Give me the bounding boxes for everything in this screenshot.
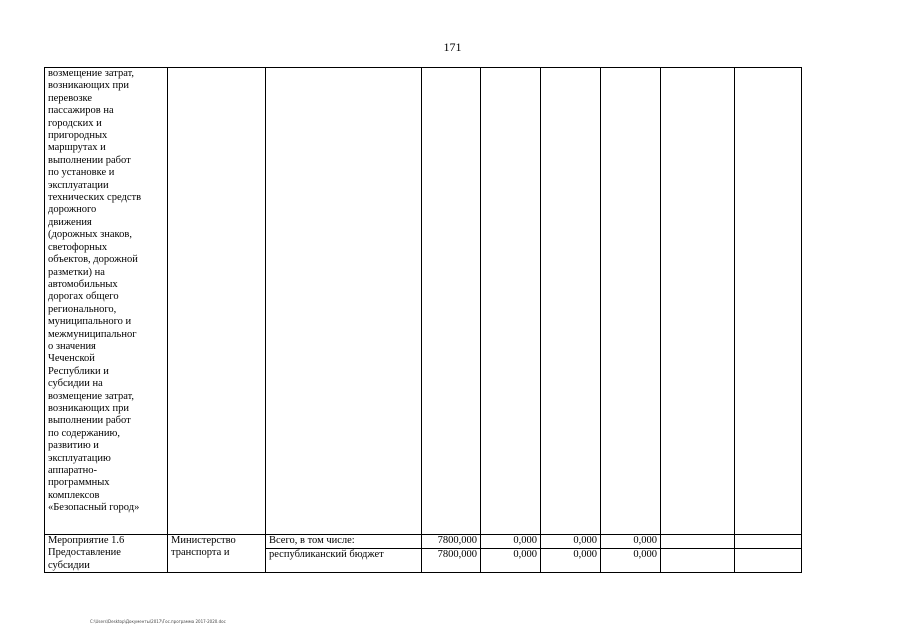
description-line: дорогах общего bbox=[48, 291, 119, 303]
value-cell: 0,000 bbox=[481, 535, 541, 549]
description-line: программных bbox=[48, 477, 110, 489]
value-cell bbox=[661, 535, 735, 549]
description-line: Чеченской bbox=[48, 353, 95, 365]
table-row-total bbox=[45, 535, 802, 549]
measure-name-line: субсидии bbox=[48, 559, 90, 571]
description-line: движения bbox=[48, 216, 92, 228]
value-cell bbox=[661, 549, 735, 573]
executor-cell-empty bbox=[168, 68, 266, 535]
table-row-description bbox=[45, 68, 802, 535]
description-line: объектов, дорожной bbox=[48, 254, 138, 266]
description-line: возникающих при bbox=[48, 80, 130, 92]
page-number: 171 bbox=[443, 40, 462, 54]
description-line: разметки) на bbox=[48, 266, 105, 278]
measure-name-line: Предоставление bbox=[48, 547, 121, 559]
description-line: эксплуатации bbox=[48, 179, 109, 191]
value-cell: 0,000 bbox=[541, 549, 601, 573]
value-cell: 7800,000 bbox=[422, 535, 481, 549]
description-line: (дорожных знаков, bbox=[48, 229, 132, 241]
executor-line: Министерство bbox=[171, 535, 236, 546]
value-cell: 0,000 bbox=[541, 535, 601, 549]
value-cell bbox=[735, 535, 802, 549]
description-line: эксплуатацию bbox=[48, 452, 111, 464]
value-cell-empty bbox=[541, 68, 601, 535]
description-line: аппаратно- bbox=[48, 465, 98, 476]
description-line: пассажиров на bbox=[48, 105, 114, 117]
description-line: по содержанию, bbox=[48, 427, 120, 439]
description-line: маршрутах и bbox=[48, 142, 106, 154]
description-line: развитию и bbox=[48, 440, 99, 452]
description-line: светофорных bbox=[48, 241, 108, 253]
description-line: регионального, bbox=[48, 303, 117, 315]
description-line: по установке и bbox=[48, 167, 115, 179]
budget-table bbox=[44, 67, 802, 573]
measure-name-cell bbox=[45, 535, 168, 573]
value-cell-empty bbox=[422, 68, 481, 535]
value-cell-empty bbox=[481, 68, 541, 535]
executor-cell bbox=[168, 535, 266, 573]
description-line: возмещение затрат, bbox=[48, 68, 135, 79]
description-line: возникающих при bbox=[48, 402, 130, 414]
footer-file-path: C:\Users\Desktop\Документы\2017\Гос.программа 2017-2020.doc bbox=[90, 619, 226, 624]
value-cell: 7800,000 bbox=[422, 549, 481, 573]
description-line: о значения bbox=[48, 340, 96, 352]
description-line: муниципального и bbox=[48, 316, 132, 328]
description-text bbox=[48, 68, 164, 515]
value-cell-empty bbox=[661, 68, 735, 535]
description-line: городских и bbox=[48, 117, 102, 129]
description-line: технических средств bbox=[48, 192, 142, 204]
value-cell: 0,000 bbox=[481, 549, 541, 573]
description-line: возмещение затрат, bbox=[48, 390, 135, 402]
funding-source-cell: Всего, в том числе: bbox=[266, 535, 422, 549]
measure-name-line: Мероприятие 1.6 bbox=[48, 535, 125, 546]
description-line: межмуниципальног bbox=[48, 328, 137, 340]
executor-line: транспорта и bbox=[171, 547, 230, 559]
description-line: пригородных bbox=[48, 130, 108, 142]
description-line: выполнении работ bbox=[48, 154, 131, 166]
value-cell-empty bbox=[735, 68, 802, 535]
description-line: выполнении работ bbox=[48, 415, 131, 427]
description-line: перевозке bbox=[48, 92, 92, 104]
description-line: автомобильных bbox=[48, 278, 118, 290]
description-line: Республики и bbox=[48, 365, 109, 377]
value-cell: 0,000 bbox=[601, 549, 661, 573]
source-cell-empty bbox=[266, 68, 422, 535]
description-line: дорожного bbox=[48, 204, 97, 216]
description-line: комплексов bbox=[48, 489, 100, 501]
value-cell-empty bbox=[601, 68, 661, 535]
value-cell bbox=[735, 549, 802, 573]
description-line: «Безопасный город» bbox=[48, 502, 140, 514]
description-cell bbox=[45, 68, 168, 535]
value-cell: 0,000 bbox=[601, 535, 661, 549]
funding-source-cell: республиканский бюджет bbox=[266, 549, 422, 573]
description-line: субсидии на bbox=[48, 378, 103, 390]
